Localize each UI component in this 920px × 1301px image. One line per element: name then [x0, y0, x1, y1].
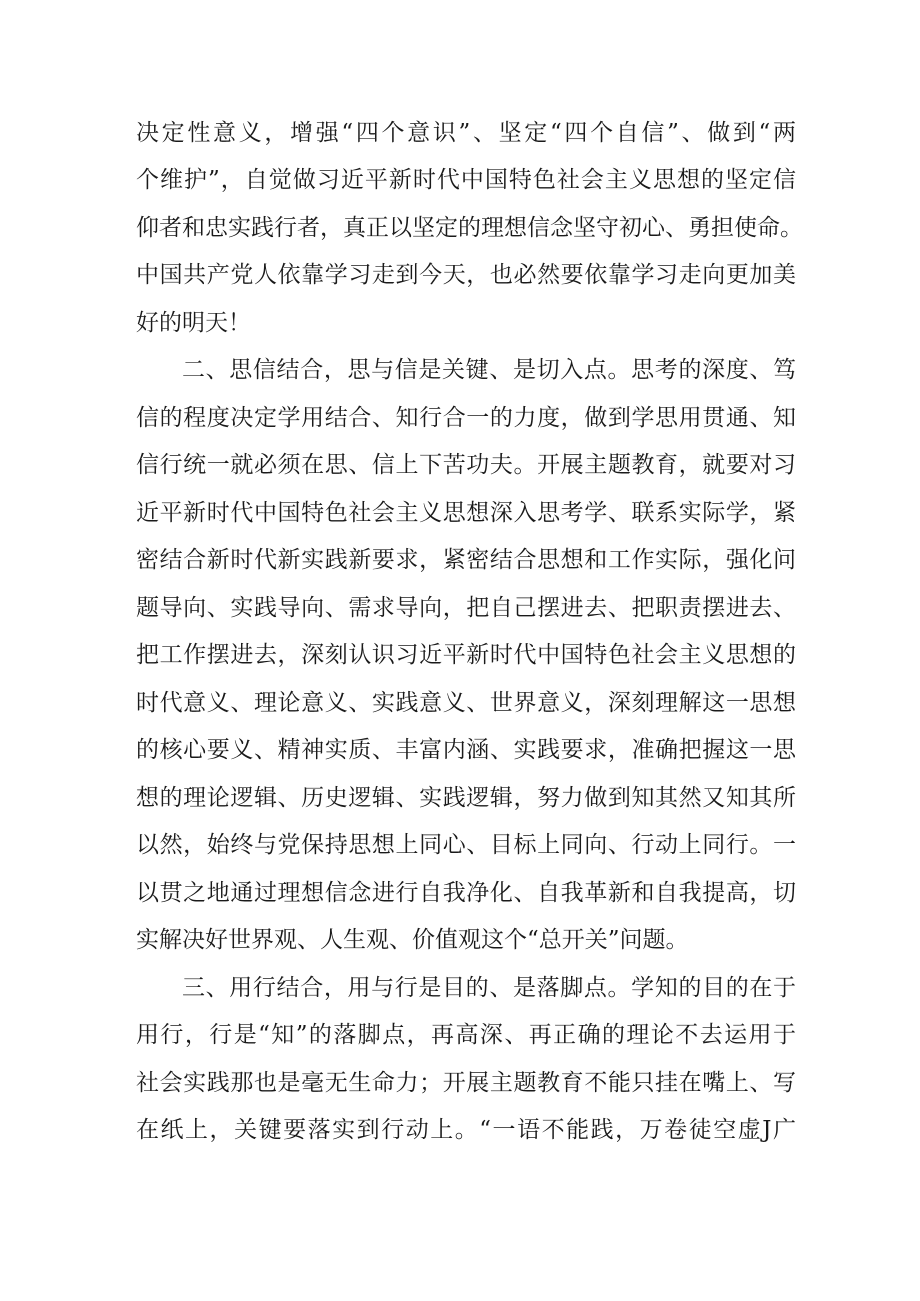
text-line: 以贯之地通过理想信念进行自我净化、自我革新和自我提高，切: [136, 880, 796, 906]
text-line: 中国共产党人依靠学习走到今天，也必然要依靠学习走向更加美: [136, 262, 796, 288]
text-line: 在纸上，关键要落实到行动上。“一语不能践，万卷徒空虚J广: [136, 1117, 796, 1143]
text-line: 密结合新时代新实践新要求，紧密结合思想和工作实际，强化问: [136, 547, 796, 573]
text-line: 把工作摆进去，深刻认识习近平新时代中国特色社会主义思想的: [136, 642, 796, 668]
text-line: 仰者和忠实践行者，真正以坚定的理想信念坚守初心、勇担使命。: [136, 215, 803, 241]
text-line: 题导向、实践导向、需求导向，把自己摆进去、把职责摆进去、: [136, 595, 796, 621]
text-line: 三、用行结合，用与行是目的、是落脚点。学知的目的在于: [182, 975, 796, 1001]
text-line: 时代意义、理论意义、实践意义、世界意义，深刻理解这一思想: [136, 690, 796, 716]
text-line: 用行，行是“知”的落脚点，再高深、再正确的理论不去运用于: [136, 1022, 796, 1048]
text-line: 好的明天！: [136, 310, 251, 336]
text-line: 想的理论逻辑、历史逻辑、实践逻辑，努力做到知其然又知其所: [136, 785, 796, 811]
text-line: 的核心要义、精神实质、丰富内涵、实践要求，准确把握这一思: [136, 737, 796, 763]
text-line: 信行统一就必须在思、信上下苦功夫。开展主题教育，就要对习: [136, 452, 796, 478]
text-line: 实解决好世界观、人生观、价值观这个“总开关”问题。: [136, 927, 689, 953]
text-line: 二、思信结合，思与信是关键、是切入点。思考的深度、笃: [182, 357, 796, 383]
text-line: 信的程度决定学用结合、知行合一的力度，做到学思用贯通、知: [136, 405, 796, 431]
text-line: 决定性意义，增强“四个意识”、坚定“四个自信”、做到“两: [136, 120, 796, 146]
text-line: 个维护”，自觉做习近平新时代中国特色社会主义思想的坚定信: [136, 167, 796, 193]
text-line: 以然，始终与党保持思想上同心、目标上同向、行动上同行。一: [136, 832, 796, 858]
text-line: 近平新时代中国特色社会主义思想深入思考学、联系实际学，紧: [136, 500, 796, 526]
text-line: 社会实践那也是毫无生命力；开展主题教育不能只挂在嘴上、写: [136, 1070, 796, 1096]
